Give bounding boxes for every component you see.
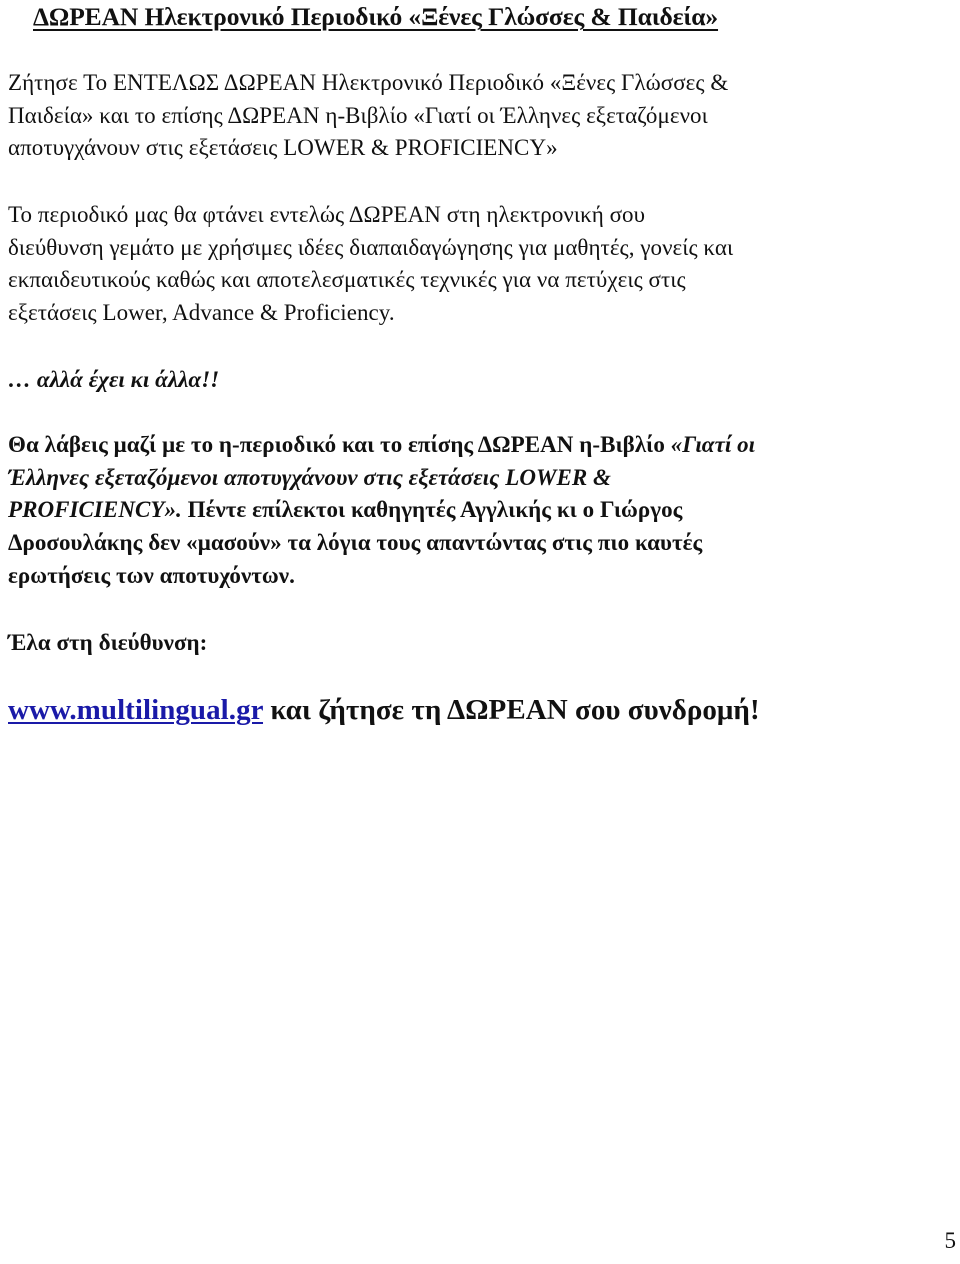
ebook-lead-text: Θα λάβεις μαζί με το η-περιοδικό και το επίσης ΔΩΡΕΑΝ η-Βιβλίο: [8, 432, 671, 457]
intro-line: Ζήτησε Το ΕΝΤΕΛΩΣ ΔΩΡΕΑΝ Ηλεκτρονικό Περιοδικό «Ξένες Γλώσσες &: [8, 70, 729, 95]
intro-line: αποτυγχάνουν στις εξετάσεις LOWER & PROFICIENCY»: [8, 135, 558, 161]
ebook-paragraph: [8, 429, 956, 593]
signup-text: και ζήτησε τη ΔΩΡΕΑΝ σου συνδρομή!: [263, 694, 760, 726]
ebook-rest-text: Πέντε επίλεκτοι καθηγητές Αγγλικής κι ο Γιώργος: [181, 497, 683, 523]
page-number: 5: [944, 1228, 956, 1253]
ebook-line: ερωτήσεις των αποτυχόντων.: [8, 562, 295, 588]
description-line: εκπαιδευτικούς καθώς και αποτελεσματικές τεχνικές για να πετύχεις στις: [8, 267, 686, 293]
signup-line: [8, 690, 956, 730]
page-headline: ΔΩΡΕΑΝ Ηλεκτρονικό Περιοδικό «Ξένες Γλώσσες & Παιδεία»: [33, 2, 719, 31]
ebook-title-text: «Γιατί οι: [670, 432, 756, 457]
ebook-title-text: PROFICIENCY».: [8, 497, 182, 523]
ebook-title-text: Έλληνες εξεταζόμενοι αποτυγχάνουν στις εξετάσεις LOWER &: [8, 464, 612, 490]
intro-paragraph: [8, 67, 956, 165]
ebook-line: [8, 429, 956, 462]
intro-line: Παιδεία» και το επίσης ΔΩΡΕΑΝ η-Βιβλίο «Γιατί οι Έλληνες εξεταζόμενοι: [8, 102, 708, 128]
description-line: Το περιοδικό μας θα φτάνει εντελώς ΔΩΡΕΑΝ στη ηλεκτρονική σου: [8, 202, 646, 227]
description-paragraph: [8, 199, 956, 330]
description-line: εξετάσεις Lower, Advance & Proficiency.: [8, 300, 395, 326]
ebook-line: Δροσουλάκης δεν «μασούν» τα λόγια τους απαντώντας στις πιο καυτές: [8, 530, 703, 556]
description-line: διεύθυνση γεμάτο με χρήσιμες ιδέες διαπαιδαγώγησης για μαθητές, γονείς και: [8, 234, 734, 260]
teaser-line: … αλλά έχει κι άλλα!!: [8, 367, 220, 392]
website-link[interactable]: www.multilingual.gr: [8, 694, 264, 726]
ebook-line: [8, 494, 956, 527]
call-to-action: Έλα στη διεύθυνση:: [8, 630, 208, 655]
